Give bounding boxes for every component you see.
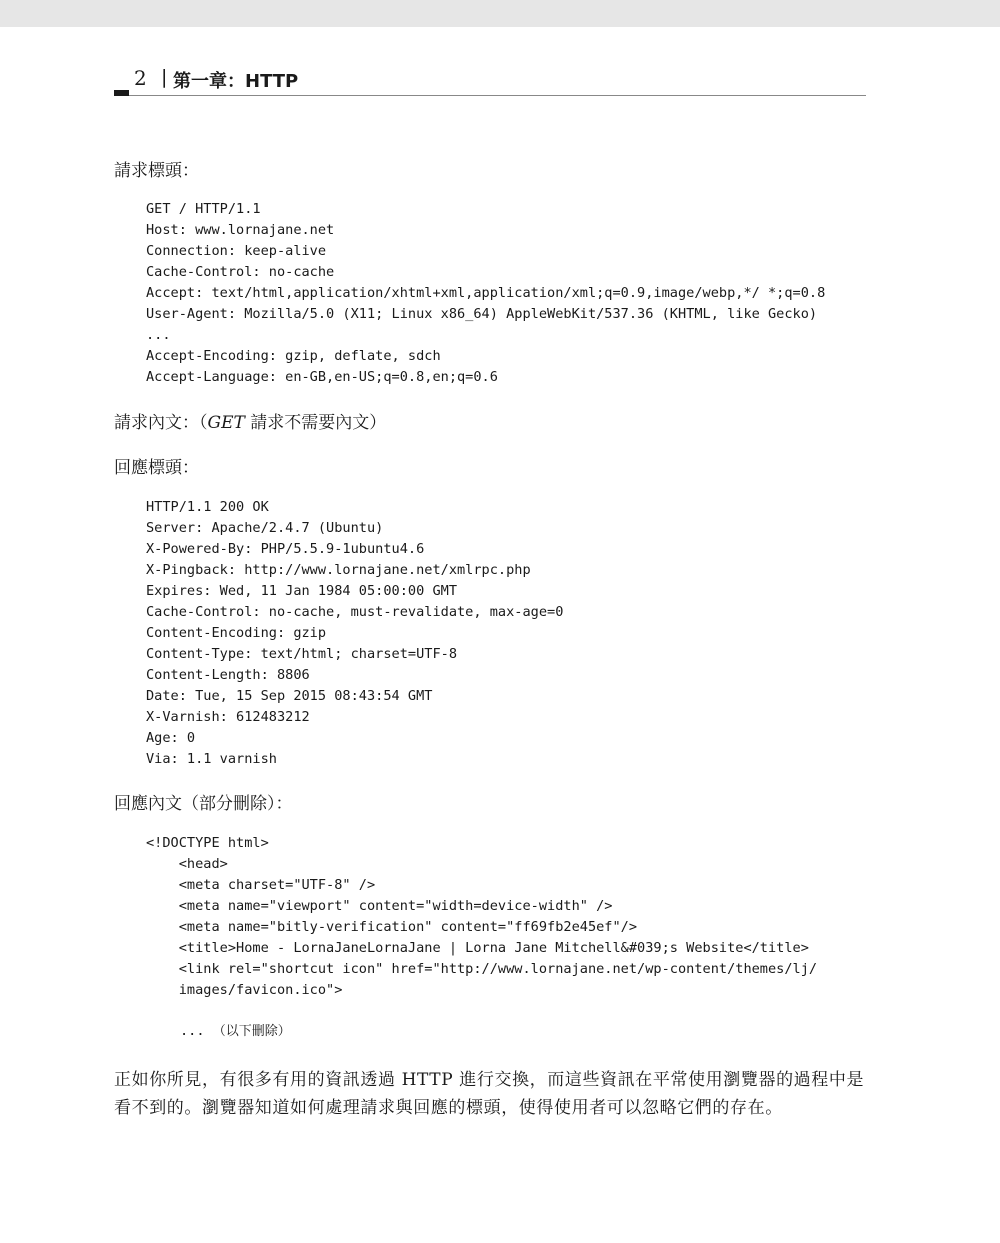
header-separator: | [161,66,168,88]
response-body-label: 回應內文（部分刪除）： [114,794,293,814]
request-headers-label: 請求標頭： [114,161,199,181]
request-headers-code: GET / HTTP/1.1 Host: www.lornajane.net Connection: keep-alive Cache-Control: no-cache Accept: text/html,application/xhtml+xml,application/xml;q=0.9,image/webp,*/ *;q=0.8 User-Agent: Mozilla/5.0 (X11; Linux x86_64) AppleWebKit/537.36 (KHTML, like Gecko) ... Accept-Encoding: gzip, deflate, sdch Accept-Language: en-GB,en-US;q=0.8,en;q=0.6 [146,201,826,385]
response-headers-code: HTTP/1.1 200 OK Server: Apache/2.4.7 (Ubuntu) X-Powered-By: PHP/5.5.9-1ubuntu4.6 X-Pingback: http://www.lornajane.net/xmlrpc.php Expires: Wed, 11 Jan 1984 05:00:00 GMT Cache-Control: no-cache, must-revalidate, max-age=0 Content-Encoding: gzip Content-Type: text/html; charset=UTF-8 Content-Length: 8806 Date: Tue, 15 Sep 2015 08:43:54 GMT X-Varnish: 612483212 Age: 0 Via: 1.1 varnish [146,499,564,767]
body-paragraph: 正如你所見，有很多有用的資訊透過 HTTP 進行交換，而這些資訊在平常使用瀏覽器的過程中是看不到的。瀏覽器知道如何處理請求與回應的標頭，使得使用者可以忽略它們的存在。 [114,1070,865,1118]
page-header [114,64,866,98]
request-body-label-prefix: 請求內文：（ [114,413,208,433]
header-marker [114,90,129,96]
response-body-ellipsis-row [180,1021,291,1042]
header-rule [129,95,866,96]
chapter-title: 第一章：HTTP [173,71,299,92]
request-body-label-get: GET [207,413,245,433]
response-body-note: （以下刪除） [212,1024,291,1039]
request-body-label-suffix: 請求不需要內文） [244,413,387,433]
page-number: 2 [134,66,147,90]
request-body-label [114,411,386,435]
response-body-code: <!DOCTYPE html> <head> <meta charset="UTF-8" /> <meta name="viewport" content="width=device-width" /> <meta name="bitly-verification" content="ff69fb2e45ef"/> <title>Home - LornaJaneLornaJane | Lorna Jane Mitchell&#039;s Website</title> <link rel="shortcut icon" href="http://www.lornajane.net/wp-content/themes/lj/ images/favicon.ico"> [146,835,818,998]
top-bar [0,0,1000,27]
response-body-ellipsis: ... [180,1023,205,1039]
response-headers-label: 回應標頭： [114,458,199,478]
